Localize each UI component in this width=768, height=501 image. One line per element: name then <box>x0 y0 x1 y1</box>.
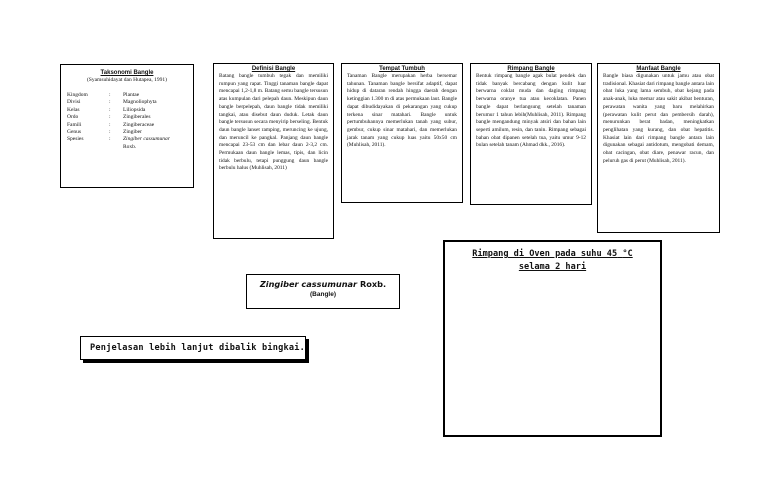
oven-box <box>443 240 662 437</box>
oven-line-1: Rimpang di Oven pada suhu 45 °C <box>472 249 633 259</box>
tempat-box <box>341 63 463 203</box>
note-text: Penjelasan lebih lanjut dibalik bingkai. <box>90 343 305 353</box>
oven-line-2: selama 2 hari <box>518 262 587 272</box>
tempat-text: Tanaman Bangle merupakan herba bersemar tahunan. Tanaman bangle bersifat adaptif, dapat hidup di dataran rendah hingga daerah dengan ketinggian 1.300 m di atas permukaan laut. Bangle dapat dibudidayakan di pekarangan yang cukup terkena sinar matahari. Bangle untuk pertumbuhannya memerlukan tanah yang subur, gembur, cukup sinar matahari, dan memerlukan jarak tanam yang cukup luas yaitu 50x50 cm (Muhlisah, 2011). <box>347 73 457 149</box>
manfaat-box <box>597 63 720 233</box>
species-box <box>246 274 400 309</box>
species-common-name: (Bangle) <box>310 291 336 298</box>
taxonomy-row: Divisi : Magnoliophyta <box>67 99 157 106</box>
rimpang-box <box>470 63 592 205</box>
note-box <box>80 336 306 360</box>
taxonomy-row: Famili : Zingiberaceae <box>67 121 155 128</box>
taxonomy-row: Kingdom : Plantae <box>67 92 140 98</box>
tempat-title: Tempat Tumbuh <box>379 66 425 72</box>
taxonomy-row: Spesies : Zingiber cassumunar Roxb. <box>67 136 170 150</box>
taxonomy-source: (Syamsuhidayat dan Hutapea, 1991) <box>86 77 168 83</box>
taxonomy-row: Genus : Zingiber <box>67 129 142 136</box>
rimpang-text: Bentuk rimpang bangle agak bulat pendek dan tidak banyak bercabang dengan kulit luar berwarna coklat muda dan daging rimpang berwarna oranye tua atau kecoklatan. Panen bangle dapat berlangsung setelah tanaman berumur 1 tahun lebih(Muhlisah, 2011). Rimpang bangle mengandung minyak atsiri dan bahan lain seperti amilum, resin, dan tanin. Rimpang sebagai bahan obat dipanen setelah tua, yaitu umur 9-12 bulan setelah tanam (Ahmad dkk., 2016). <box>476 73 586 149</box>
taxonomy-table <box>67 92 187 151</box>
rimpang-title: Rimpang Bangle <box>507 66 555 72</box>
manfaat-title: Manfaat Bangle <box>636 66 681 72</box>
taxonomy-row: Kelas : Liliopsida <box>67 106 146 113</box>
taxonomy-row: Ordo : Zingiberales <box>67 114 151 121</box>
definisi-box <box>213 63 334 239</box>
taxonomy-title: Taksonomi Bangle <box>100 70 154 76</box>
taxonomy-box <box>60 64 194 188</box>
definisi-text: Batang bangle tumbuh tegak dan memiliki rumpun yang rapat. Tinggi tanaman bangle dapat mencapai 1,2-1,8 m. Batang semu bangle tersusun atas kumpulan dari pelepah daun. Meskipun daun bangle berpelepah, daun bangle tidak memiliki tangkai, atau disebut daun duduk. Letak daun bangle tersusun secara menyirip berseling. Bentuk daun bangle lanset ramping, meruncing ke ujung, dan meruncil ke pangkal. Panjang daun bangle mencapai 23-53 cm dan lebar daun 2-3,2 cm. Permukaan daun bangle lemas, tipis, dan licin tidak berbulu, tetapi punggung daun bangle berbulu halus (Muhlisah, 2011) <box>219 73 328 172</box>
manfaat-text: Bangle biasa digunakan untuk jamu atau obat tradisional. Khasiat dari rimpang bangle antara lain obat luka yang lama sembuh, obat kejang pada anak-anak, luka memar atau sakit akibat benturan, perawatan wanita yang baru melahirkan (perawatan kulit perut dan pembersih darah), menurunkan berat badan, meningkatkan penglihatan yang kurang, dan obat hepatitis. Khasiat lain dari rimpang bangle antara lain digunakan sebagai antidotum, mengobati demam, obat cacingan, obat diare, penawar racun, dan peluruh gas di perut (Muhlisah, 2011). <box>603 73 714 164</box>
degree-celsius-label: °C <box>622 249 633 259</box>
species-name: Zingiber cassumunar Roxb. <box>259 279 387 289</box>
definisi-title: Definisi Bangle <box>251 66 296 72</box>
